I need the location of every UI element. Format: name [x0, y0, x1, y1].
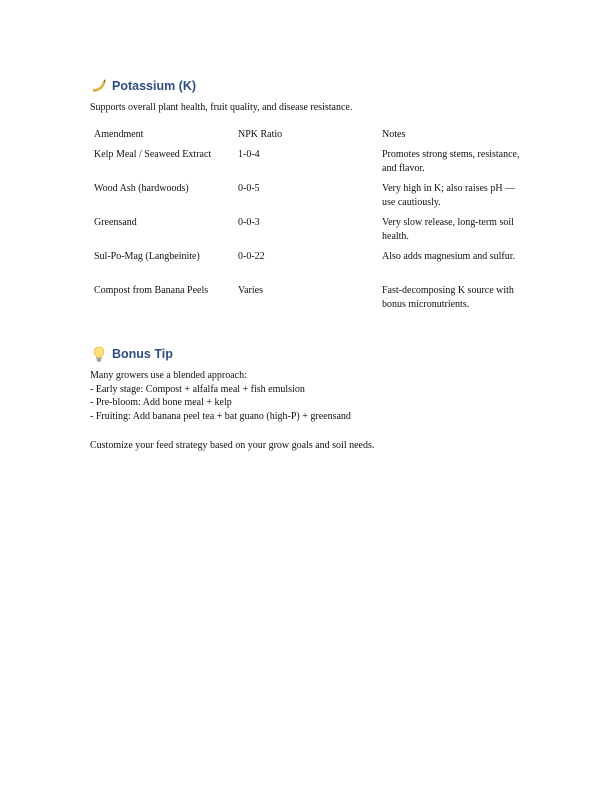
bonus-tip-intro: Many growers use a blended approach: [90, 370, 247, 381]
npk-cell: 0-0-3 [238, 217, 260, 228]
bonus-tip-title: Bonus Tip [112, 347, 173, 361]
bonus-tip-heading [90, 345, 173, 363]
bonus-tip-body [90, 369, 351, 423]
potassium-intro: Supports overall plant health, fruit quality, and disease resistance. [90, 102, 353, 113]
lightbulb-icon [90, 345, 108, 363]
table-row [90, 250, 526, 284]
banana-icon [90, 77, 108, 95]
notes-cell: Very slow release, long-term soil health. [382, 217, 514, 242]
notes-cell: Promotes strong stems, resistance, and flavor. [382, 149, 520, 174]
notes-cell: Very high in K; also raises pH —use cautiously. [382, 183, 516, 208]
amendment-cell: Greensand [94, 217, 137, 228]
npk-cell: 0-0-5 [238, 183, 260, 194]
npk-cell: Varies [238, 285, 263, 296]
table-row [90, 182, 526, 216]
notes-cell: Also adds magnesium and sulfur. [382, 251, 516, 262]
amendment-cell: Kelp Meal / Seaweed Extract [94, 149, 212, 160]
stage-line: - Fruiting: Add banana peel tea + bat guano (high-P) + greensand [90, 410, 351, 422]
amendment-cell: Sul-Po-Mag (Langbeinite) [94, 251, 200, 262]
table-row [90, 216, 526, 250]
amendment-cell: Compost from Banana Peels [94, 285, 209, 296]
npk-cell: 0-0-22 [238, 251, 265, 262]
table-row [90, 148, 526, 182]
stage-line: - Early stage: Compost + alfalfa meal + fish emulsion [90, 383, 305, 395]
npk-cell: 1-0-4 [238, 149, 260, 160]
bonus-tip-closing: Customize your feed strategy based on your grow goals and soil needs. [90, 440, 375, 451]
potassium-heading [90, 77, 196, 95]
amendment-cell: Wood Ash (hardwoods) [94, 183, 189, 194]
amendment-table [90, 128, 526, 318]
table-header-amendment: Amendment [94, 129, 144, 140]
stage-line: - Pre-bloom: Add bone meal + kelp [90, 397, 232, 408]
table-header-notes: Notes [382, 129, 406, 140]
table-header-npk: NPK Ratio [238, 129, 283, 140]
potassium-title: Potassium (K) [112, 79, 197, 93]
notes-cell: Fast-decomposing K source with bonus micronutrients. [382, 285, 514, 310]
table-header-row [90, 128, 526, 148]
table-row [90, 284, 526, 318]
